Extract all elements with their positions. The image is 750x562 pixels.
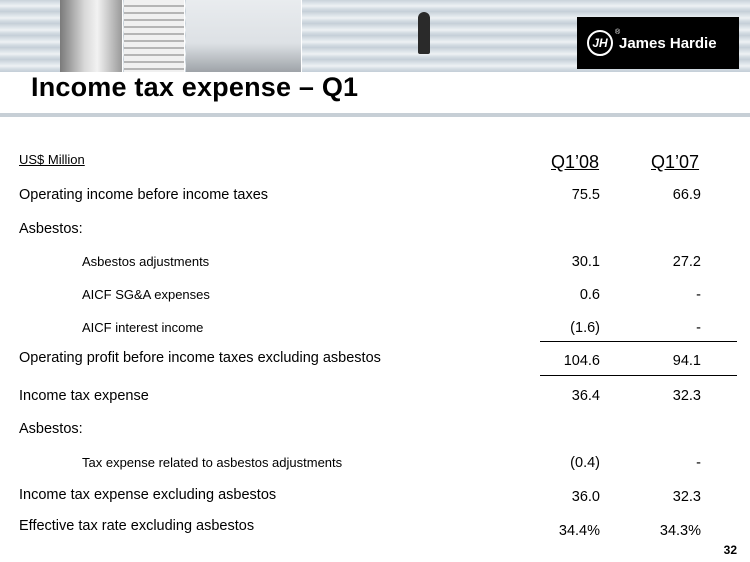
- row-value-q108: (1.6): [570, 320, 600, 336]
- row-value-q107: -: [696, 455, 701, 471]
- row-value-q108: 75.5: [571, 187, 600, 203]
- row-label: Tax expense related to asbestos adjustments: [82, 455, 343, 470]
- row-label: Income tax expense: [19, 388, 149, 404]
- jh-logo-icon: JH: [587, 30, 613, 56]
- column-header-q107: Q1’07: [651, 152, 700, 172]
- row-value-q107: 66.9: [672, 187, 701, 203]
- row-label: Operating income before income taxes: [19, 187, 269, 203]
- row-value-q108: 0.6: [579, 287, 600, 303]
- brand-logo: [577, 17, 739, 69]
- row-value-q108: 34.4%: [558, 523, 600, 539]
- row-value-q107: -: [696, 287, 701, 303]
- header-photo-window: [60, 0, 123, 72]
- row-value-q108: 36.4: [571, 388, 600, 404]
- row-label: Asbestos adjustments: [82, 254, 210, 269]
- subtotal-rule: [540, 341, 737, 342]
- title-divider: [0, 113, 750, 117]
- registered-mark: ®: [615, 29, 621, 36]
- row-label: Effective tax rate excluding asbestos: [19, 518, 255, 534]
- row-label: AICF interest income: [82, 320, 204, 335]
- column-header-q108: Q1’08: [551, 152, 600, 172]
- header-photo-siding: [124, 0, 185, 72]
- slide-title: Income tax expense – Q1: [31, 72, 359, 102]
- row-value-q108: 30.1: [571, 254, 600, 270]
- header-banner: [0, 0, 750, 72]
- total-rule: [540, 375, 737, 376]
- brand-name: James Hardie: [619, 34, 717, 52]
- row-label: Income tax expense excluding asbestos: [19, 487, 277, 503]
- row-value-q108: 36.0: [571, 489, 600, 505]
- page-number: 32: [723, 543, 737, 557]
- row-value-q108: (0.4): [570, 455, 600, 471]
- row-value-q107: 34.3%: [659, 523, 701, 539]
- row-value-q107: -: [696, 320, 701, 336]
- row-label: Asbestos:: [19, 421, 83, 437]
- row-label: Operating profit before income taxes excluding asbestos: [19, 350, 381, 366]
- person-silhouette-icon: [418, 12, 430, 54]
- row-value-q107: 27.2: [672, 254, 701, 270]
- row-value-q107: 94.1: [672, 353, 701, 369]
- row-value-q108: 104.6: [563, 353, 600, 369]
- row-value-q107: 32.3: [672, 388, 701, 404]
- unit-label: US$ Million: [19, 152, 85, 167]
- row-value-q107: 32.3: [672, 489, 701, 505]
- row-label: Asbestos:: [19, 221, 83, 237]
- row-label: AICF SG&A expenses: [82, 287, 210, 302]
- header-photo-walkway: [186, 0, 302, 72]
